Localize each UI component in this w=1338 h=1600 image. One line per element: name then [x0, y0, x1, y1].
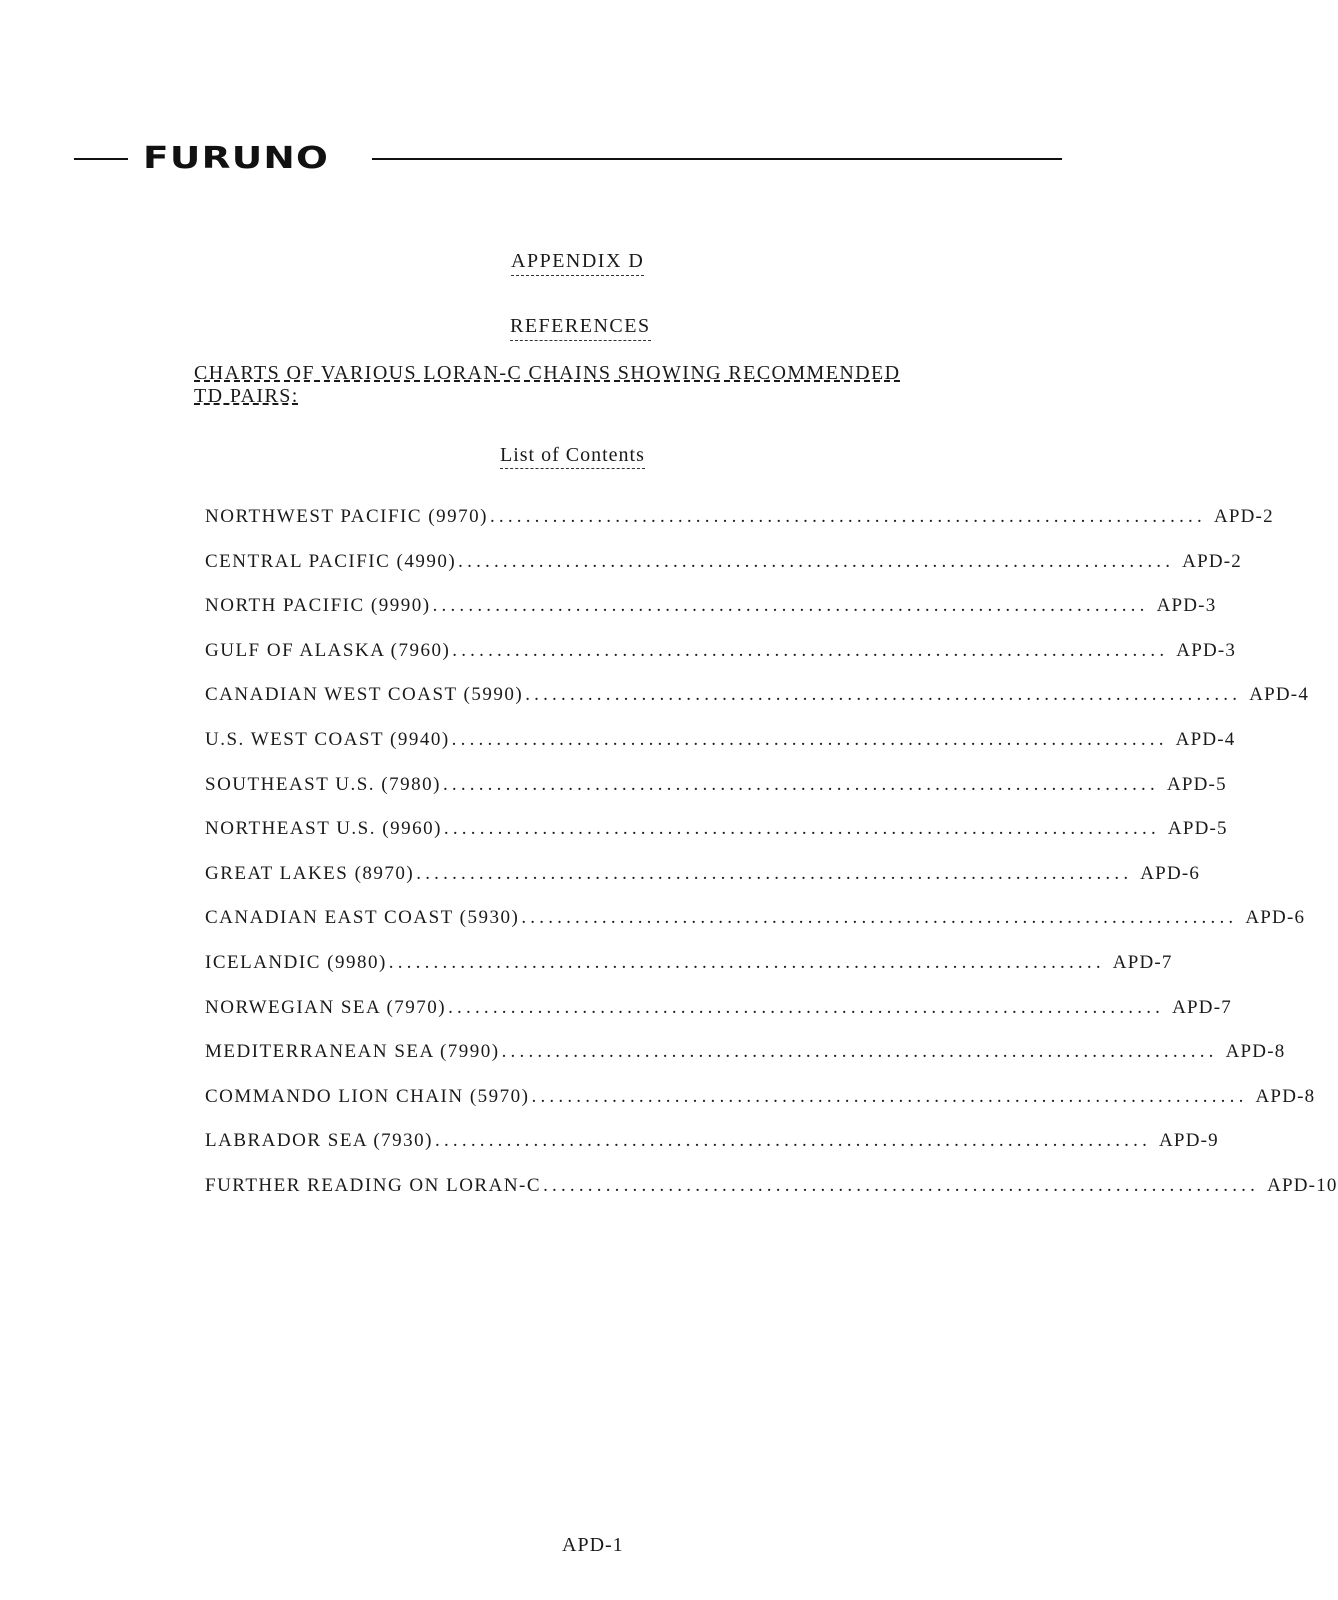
toc-entry-page: APD-10 — [1267, 1174, 1338, 1196]
toc-entry-title: U.S. WEST COAST (9940) — [205, 728, 450, 750]
toc-entry-title: FURTHER READING ON LORAN-C — [205, 1174, 542, 1196]
toc-entry-title: COMMANDO LION CHAIN (5970) — [205, 1085, 530, 1107]
toc-entry — [205, 639, 1237, 685]
toc-entry-page: APD-2 — [1182, 550, 1243, 572]
toc-entry-title: MEDITERRANEAN SEA (7990) — [205, 1041, 500, 1063]
toc-entry-title: GREAT LAKES (8970) — [205, 862, 415, 884]
toc-leader-dots: ................................................................................ — [448, 996, 1165, 1018]
header-rule-right — [372, 158, 1062, 160]
toc-entry-title: CANADIAN EAST COAST (5930) — [205, 907, 520, 929]
toc-entry-page: APD-6 — [1140, 862, 1201, 884]
toc-leader-dots: ................................................................................ — [501, 1041, 1218, 1063]
toc-entry-title: NORTHEAST U.S. (9960) — [205, 818, 442, 840]
toc-entry-title: NORWEGIAN SEA (7970) — [205, 996, 447, 1018]
list-of-contents-title: List of Contents — [500, 444, 645, 469]
toc-entry — [205, 1085, 1316, 1131]
furuno-logo — [143, 142, 329, 176]
toc-leader-dots: ................................................................................ — [489, 506, 1206, 527]
table-of-contents — [205, 506, 1338, 1220]
toc-entry-title: NORTH PACIFIC (9990) — [205, 595, 431, 617]
toc-leader-dots: ................................................................................ — [443, 818, 1160, 840]
toc-entry — [205, 907, 1306, 952]
toc-entry — [205, 1041, 1286, 1086]
charts-heading — [194, 362, 934, 408]
toc-entry-title: NORTHWEST PACIFIC (9970) — [205, 506, 488, 527]
toc-leader-dots: ................................................................................ — [451, 728, 1168, 750]
references-title: REFERENCES — [510, 315, 651, 341]
toc-entry — [205, 1174, 1338, 1220]
toc-entry-page: APD-8 — [1255, 1085, 1316, 1107]
toc-entry-title: GULF OF ALASKA (7960) — [205, 639, 451, 661]
toc-leader-dots: ................................................................................ — [452, 639, 1169, 661]
toc-entry-page: APD-2 — [1213, 506, 1274, 527]
toc-entry — [205, 728, 1236, 774]
toc-leader-dots: ................................................................................ — [531, 1085, 1248, 1107]
toc-entry-title: CENTRAL PACIFIC (4990) — [205, 550, 457, 572]
toc-entry — [205, 595, 1217, 640]
toc-entry — [205, 1130, 1219, 1175]
toc-leader-dots: ................................................................................ — [435, 1130, 1152, 1152]
toc-entry — [205, 951, 1173, 997]
toc-entry — [205, 506, 1274, 551]
toc-entry-page: APD-9 — [1159, 1130, 1219, 1152]
page-number: APD-1 — [562, 1534, 624, 1556]
page-header — [0, 140, 1084, 180]
toc-leader-dots: ................................................................................ — [458, 550, 1175, 572]
header-rule-left — [74, 158, 128, 160]
toc-leader-dots: ................................................................................ — [525, 684, 1242, 706]
toc-entry-title: ICELANDIC (9980) — [205, 951, 387, 973]
toc-entry-page: APD-6 — [1245, 907, 1306, 929]
toc-entry — [205, 773, 1227, 819]
toc-entry-page: APD-3 — [1176, 639, 1237, 661]
toc-entry-page: APD-7 — [1112, 951, 1173, 973]
toc-entry-page: APD-4 — [1175, 728, 1236, 750]
toc-entry — [205, 818, 1228, 863]
toc-entry-page: APD-3 — [1156, 595, 1217, 617]
charts-heading-line1: CHARTS OF VARIOUS LORAN-C CHAINS SHOWING RECOMMENDED — [194, 362, 901, 384]
toc-leader-dots: ................................................................................ — [388, 951, 1105, 973]
toc-entry-page: APD-5 — [1166, 773, 1227, 795]
toc-entry — [205, 550, 1243, 596]
logo-text: FURUNO — [143, 141, 330, 176]
toc-leader-dots: ................................................................................ — [416, 862, 1133, 884]
toc-entry-page: APD-8 — [1225, 1041, 1286, 1063]
toc-entry-title: LABRADOR SEA (7930) — [205, 1130, 434, 1152]
toc-entry-page: APD-4 — [1249, 684, 1310, 706]
toc-entry-page: APD-5 — [1167, 818, 1228, 840]
toc-leader-dots: ................................................................................ — [521, 907, 1238, 929]
toc-entry — [205, 862, 1201, 908]
charts-heading-line2: TD PAIRS: — [194, 385, 299, 407]
toc-leader-dots: ................................................................................ — [432, 595, 1149, 617]
toc-leader-dots: ................................................................................ — [543, 1174, 1260, 1196]
toc-entry-title: SOUTHEAST U.S. (7980) — [205, 773, 441, 795]
toc-entry — [205, 684, 1310, 729]
toc-entry-page: APD-7 — [1172, 996, 1232, 1018]
toc-leader-dots: ................................................................................ — [442, 773, 1159, 795]
appendix-title: APPENDIX D — [511, 250, 644, 276]
toc-entry-title: CANADIAN WEST COAST (5990) — [205, 684, 524, 706]
toc-entry — [205, 996, 1232, 1042]
